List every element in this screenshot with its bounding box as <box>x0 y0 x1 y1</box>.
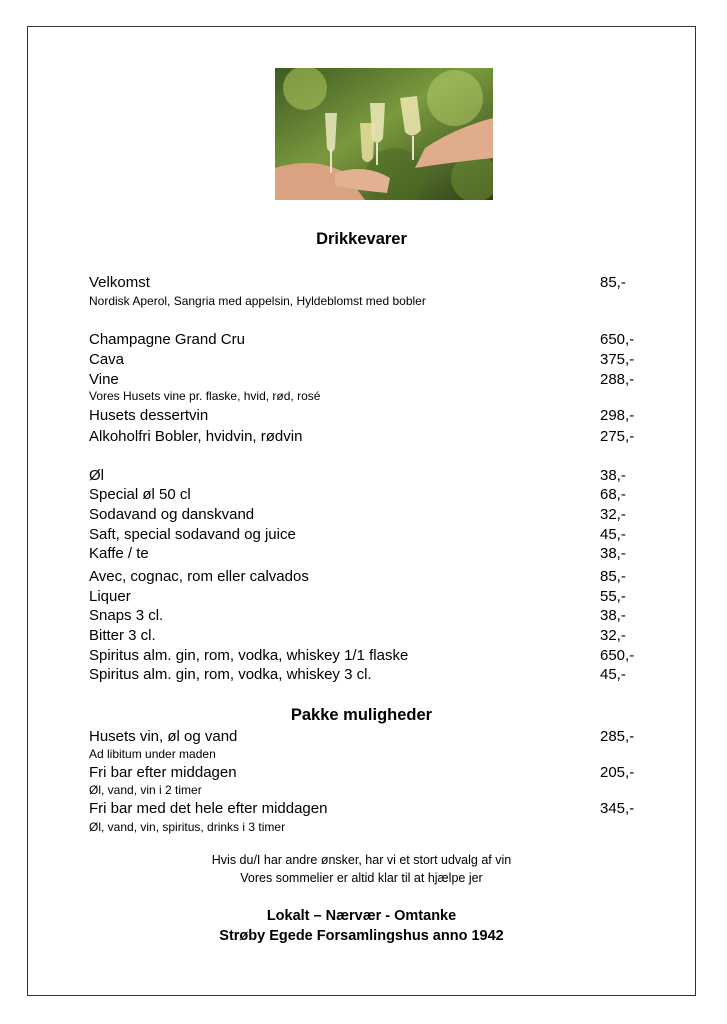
menu-item-price: 38,- <box>600 607 626 624</box>
menu-item-name: Husets dessertvin <box>89 407 209 424</box>
menu-item-name: Spiritus alm. gin, rom, vodka, whiskey 1/1 flaske <box>89 647 409 664</box>
menu-item-price: 45,- <box>600 666 626 683</box>
menu-item-name: Special øl 50 cl <box>89 486 191 503</box>
menu-item-price: 85,- <box>600 568 626 585</box>
menu-item-name: Saft, special sodavand og juice <box>89 526 296 543</box>
menu-item-price: 32,- <box>600 627 626 644</box>
menu-item-name: Avec, cognac, rom eller calvados <box>89 568 309 585</box>
package-price: 205,- <box>600 764 635 781</box>
menu-item-price: 38,- <box>600 545 626 562</box>
package-name: Fri bar med det hele efter middagen <box>89 800 328 817</box>
menu-item-price: 375,- <box>600 351 635 368</box>
package-name: Husets vin, øl og vand <box>89 728 238 745</box>
menu-item-note: Vores Husets vine pr. flaske, hvid, rød, rosé <box>89 389 321 403</box>
menu-item-price: 85,- <box>600 274 626 291</box>
footer-tagline: Lokalt – Nærvær - Omtanke <box>266 908 457 924</box>
menu-item-name: Sodavand og danskvand <box>89 506 255 523</box>
menu-item-price: 298,- <box>600 407 635 424</box>
info-line: Hvis du/I har andre ønsker, har vi et stort udvalg af vin <box>211 853 512 867</box>
menu-item-name: Velkomst <box>89 274 150 291</box>
info-line: Vores sommelier er altid klar til at hjælpe jer <box>240 871 483 885</box>
menu-item-price: 650,- <box>600 331 635 348</box>
packages-title: Pakke muligheder <box>290 706 433 724</box>
champagne-toast-photo <box>275 68 493 200</box>
menu-item-name: Cava <box>89 351 125 368</box>
menu-item-name: Liquer <box>89 588 131 605</box>
menu-item-name: Alkoholfri Bobler, hvidvin, rødvin <box>89 428 303 445</box>
package-name: Fri bar efter middagen <box>89 764 237 781</box>
menu-item-price: 38,- <box>600 467 626 484</box>
menu-item-name: Spiritus alm. gin, rom, vodka, whiskey 3 cl. <box>89 666 372 683</box>
package-price: 345,- <box>600 800 635 817</box>
menu-item-note: Nordisk Aperol, Sangria med appelsin, Hyldeblomst med bobler <box>89 294 426 308</box>
package-note: Øl, vand, vin, spiritus, drinks i 3 timer <box>89 820 286 834</box>
menu-item-name: Bitter 3 cl. <box>89 627 156 644</box>
package-note: Øl, vand, vin i 2 timer <box>89 783 202 797</box>
menu-item-price: 32,- <box>600 506 626 523</box>
menu-item-name: Kaffe / te <box>89 545 149 562</box>
menu-item-price: 68,- <box>600 486 626 503</box>
package-price: 285,- <box>600 728 635 745</box>
page-title: Drikkevarer <box>316 230 407 248</box>
menu-item-price: 45,- <box>600 526 626 543</box>
footer-venue: Strøby Egede Forsamlingshus anno 1942 <box>219 928 504 944</box>
menu-item-price: 55,- <box>600 588 626 605</box>
package-note: Ad libitum under maden <box>89 747 216 761</box>
menu-item-price: 650,- <box>600 647 635 664</box>
menu-item-name: Vine <box>89 371 119 388</box>
menu-item-name: Snaps 3 cl. <box>89 607 164 624</box>
menu-page <box>27 26 696 996</box>
menu-item-name: Champagne Grand Cru <box>89 331 245 348</box>
menu-item-name: Øl <box>89 467 104 484</box>
menu-item-price: 288,- <box>600 371 635 388</box>
menu-item-price: 275,- <box>600 428 635 445</box>
